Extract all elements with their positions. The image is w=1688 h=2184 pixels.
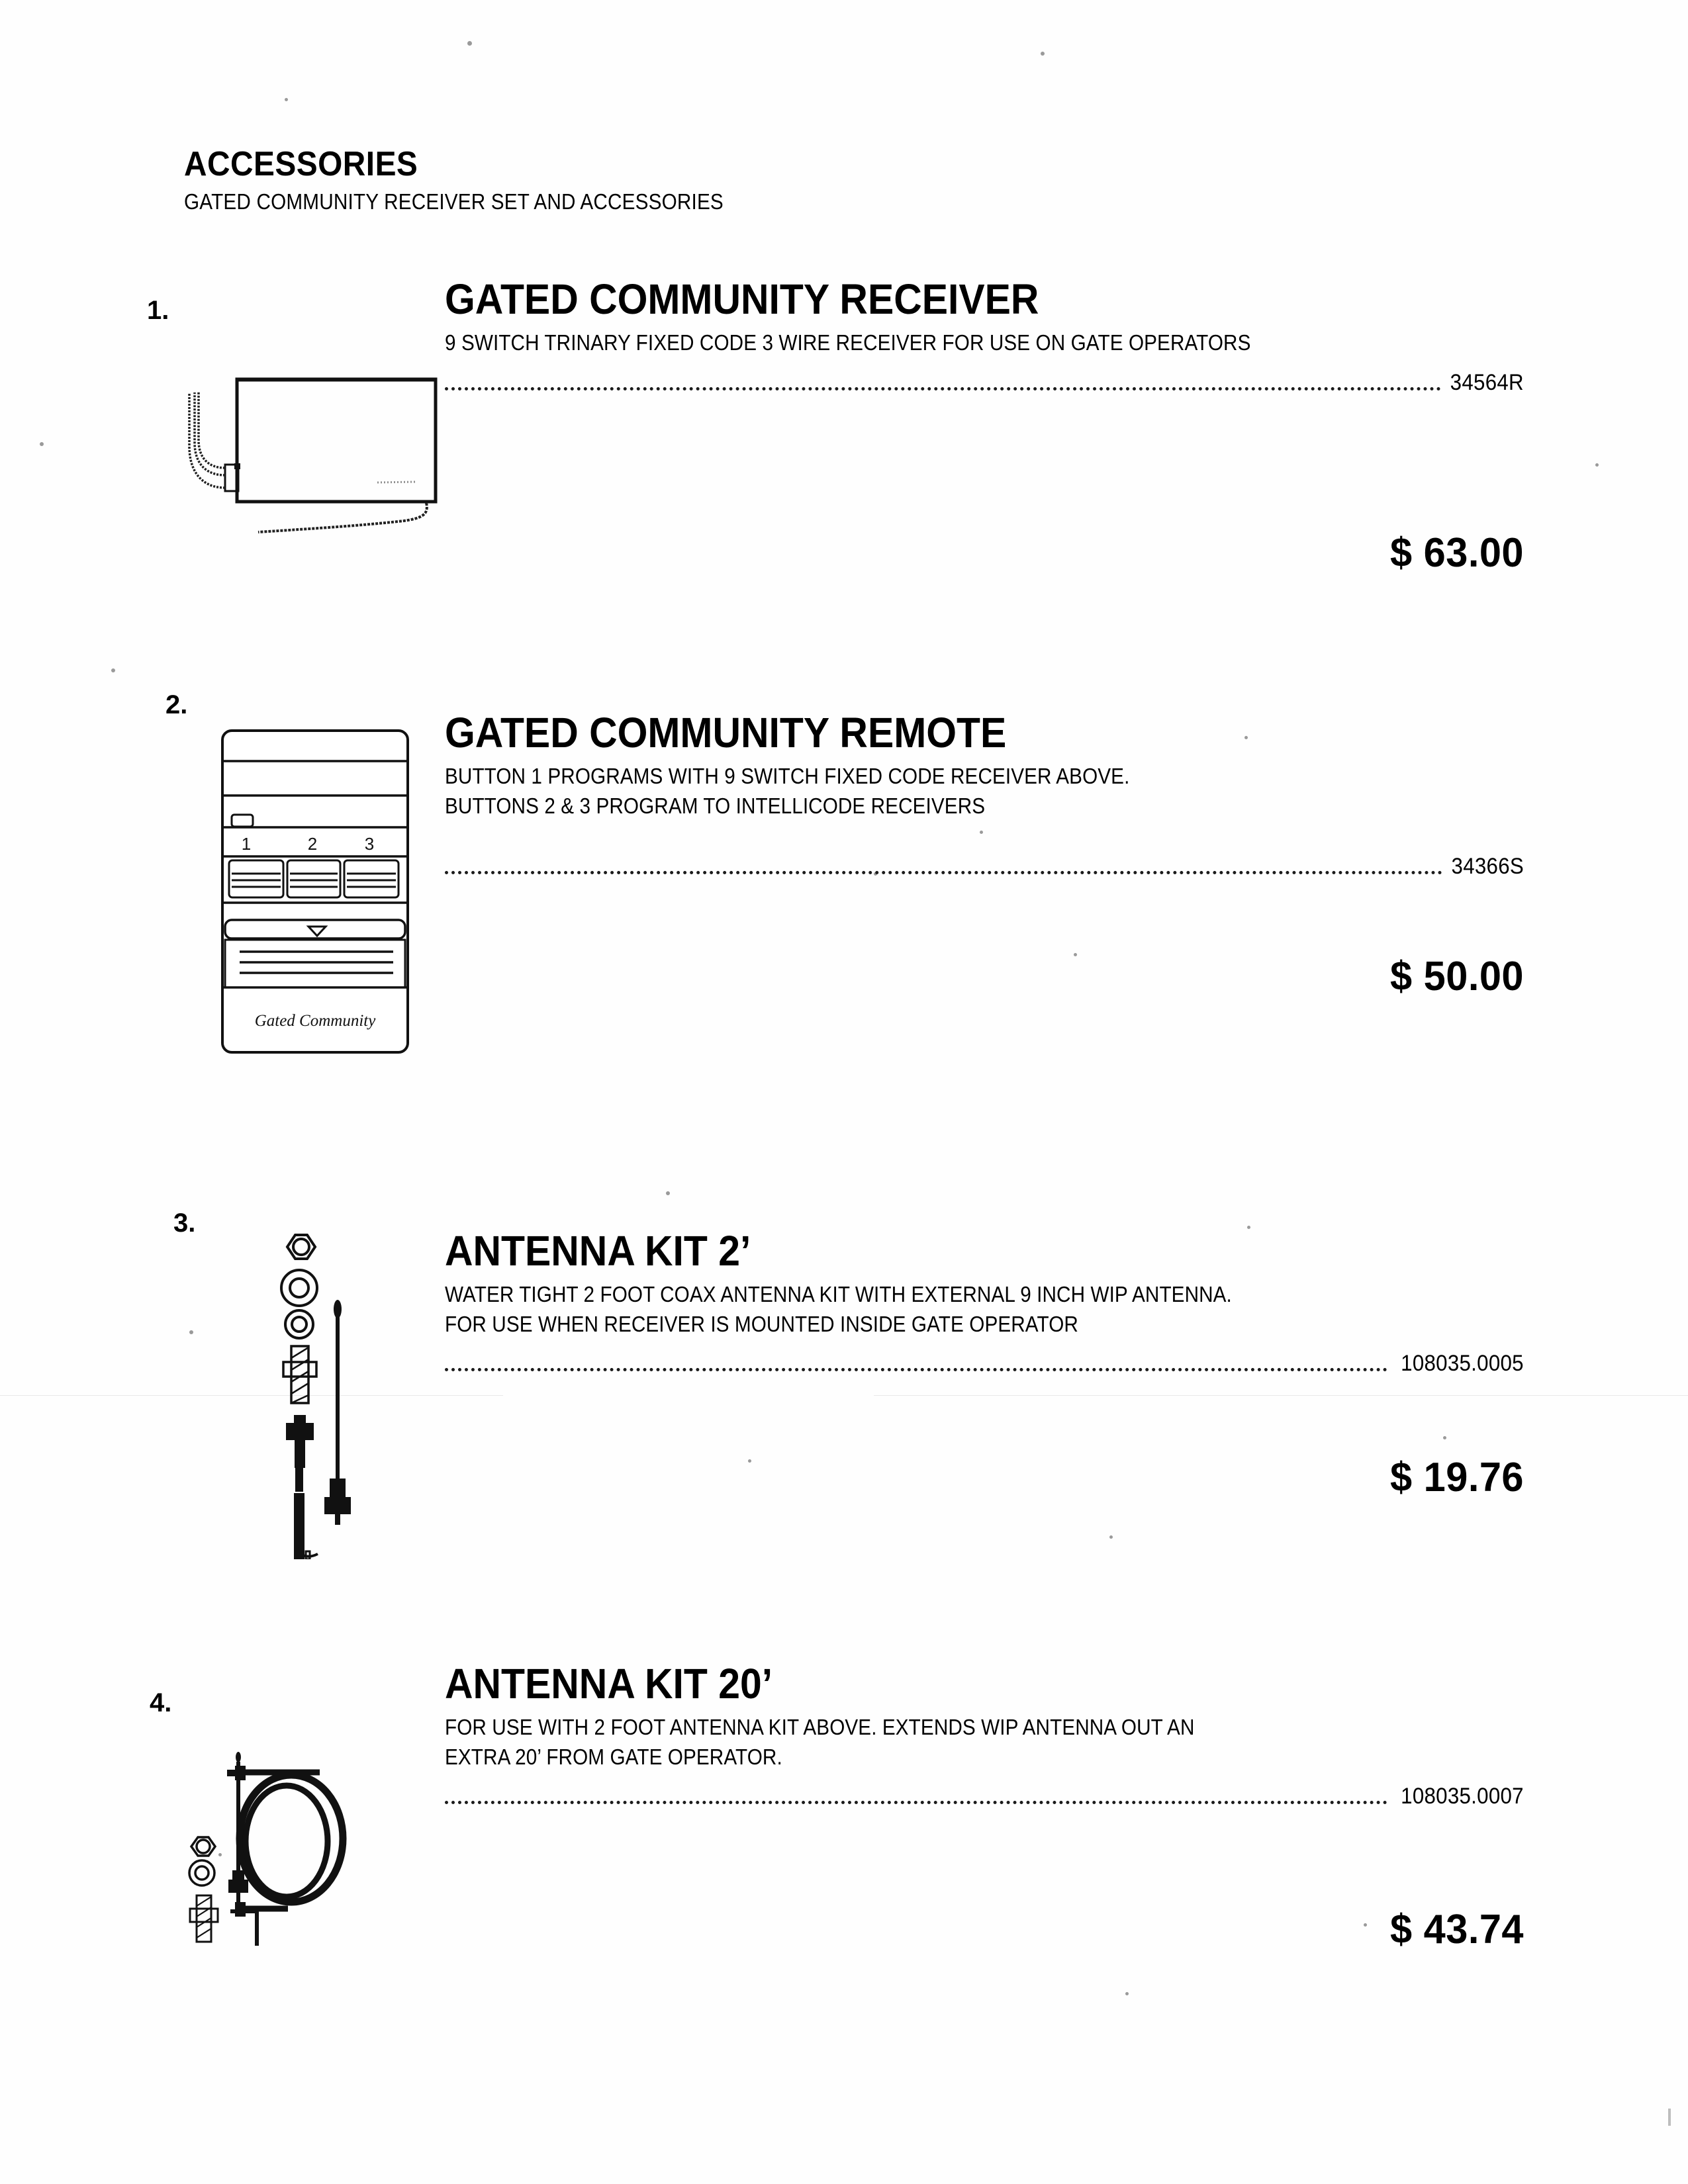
item-number: 1. [147, 296, 169, 325]
part-leader-row [445, 1781, 1524, 1809]
item-number: 2. [165, 690, 188, 719]
part-number: 108035.0007 [1401, 1784, 1524, 1809]
item-number: 4. [150, 1688, 172, 1717]
item-description [445, 1713, 1416, 1772]
item-price: $ 43.74 [1390, 1907, 1524, 1952]
item-text-block [445, 1662, 1524, 1809]
svg-text:Gated Community: Gated Community [254, 1012, 376, 1030]
leader-dots [445, 1781, 1387, 1804]
svg-text:2: 2 [307, 834, 318, 854]
item-title: ANTENNA KIT 20’ [445, 1660, 773, 1707]
svg-text:3: 3 [364, 834, 375, 854]
part-number: 108035.0005 [1401, 1351, 1524, 1377]
item-description-line: FOR USE WHEN RECEIVER IS MOUNTED INSIDE GATE OPERATOR [445, 1311, 1078, 1336]
item-description-line: FOR USE WITH 2 FOOT ANTENNA KIT ABOVE. EXTENDS WIP ANTENNA OUT AN [445, 1715, 1195, 1739]
item-price: $ 19.76 [1390, 1455, 1524, 1500]
item-description-line: EXTRA 20’ FROM GATE OPERATOR. [445, 1744, 782, 1769]
antenna-kit-20ft-illustration [169, 1721, 467, 1946]
item-description-line: BUTTONS 2 & 3 PROGRAM TO INTELLICODE RECEIVERS [445, 793, 986, 818]
item-price: $ 50.00 [1390, 954, 1524, 999]
item-price: $ 63.00 [1390, 530, 1524, 576]
part-number: 34366S [1451, 854, 1524, 880]
svg-text:1: 1 [241, 834, 252, 854]
page-subtitle: GATED COMMUNITY RECEIVER SET AND ACCESSORIES [184, 189, 724, 214]
scan-edge-mark [1668, 2109, 1671, 2126]
item-title: ANTENNA KIT 2’ [445, 1227, 751, 1275]
part-number: 34564R [1450, 369, 1524, 395]
item-number: 3. [173, 1208, 196, 1238]
item-description-line: 9 SWITCH TRINARY FIXED CODE 3 WIRE RECEIVER FOR USE ON GATE OPERATORS [445, 330, 1251, 355]
page-title: ACCESSORIES [184, 145, 418, 183]
item-description-line: WATER TIGHT 2 FOOT COAX ANTENNA KIT WITH EXTERNAL 9 INCH WIP ANTENNA. [445, 1282, 1232, 1306]
item-description-line: BUTTON 1 PROGRAMS WITH 9 SWITCH FIXED CODE RECEIVER ABOVE. [445, 764, 1130, 788]
item-title: GATED COMMUNITY REMOTE [445, 709, 1007, 756]
item-title: GATED COMMUNITY RECEIVER [445, 275, 1039, 323]
